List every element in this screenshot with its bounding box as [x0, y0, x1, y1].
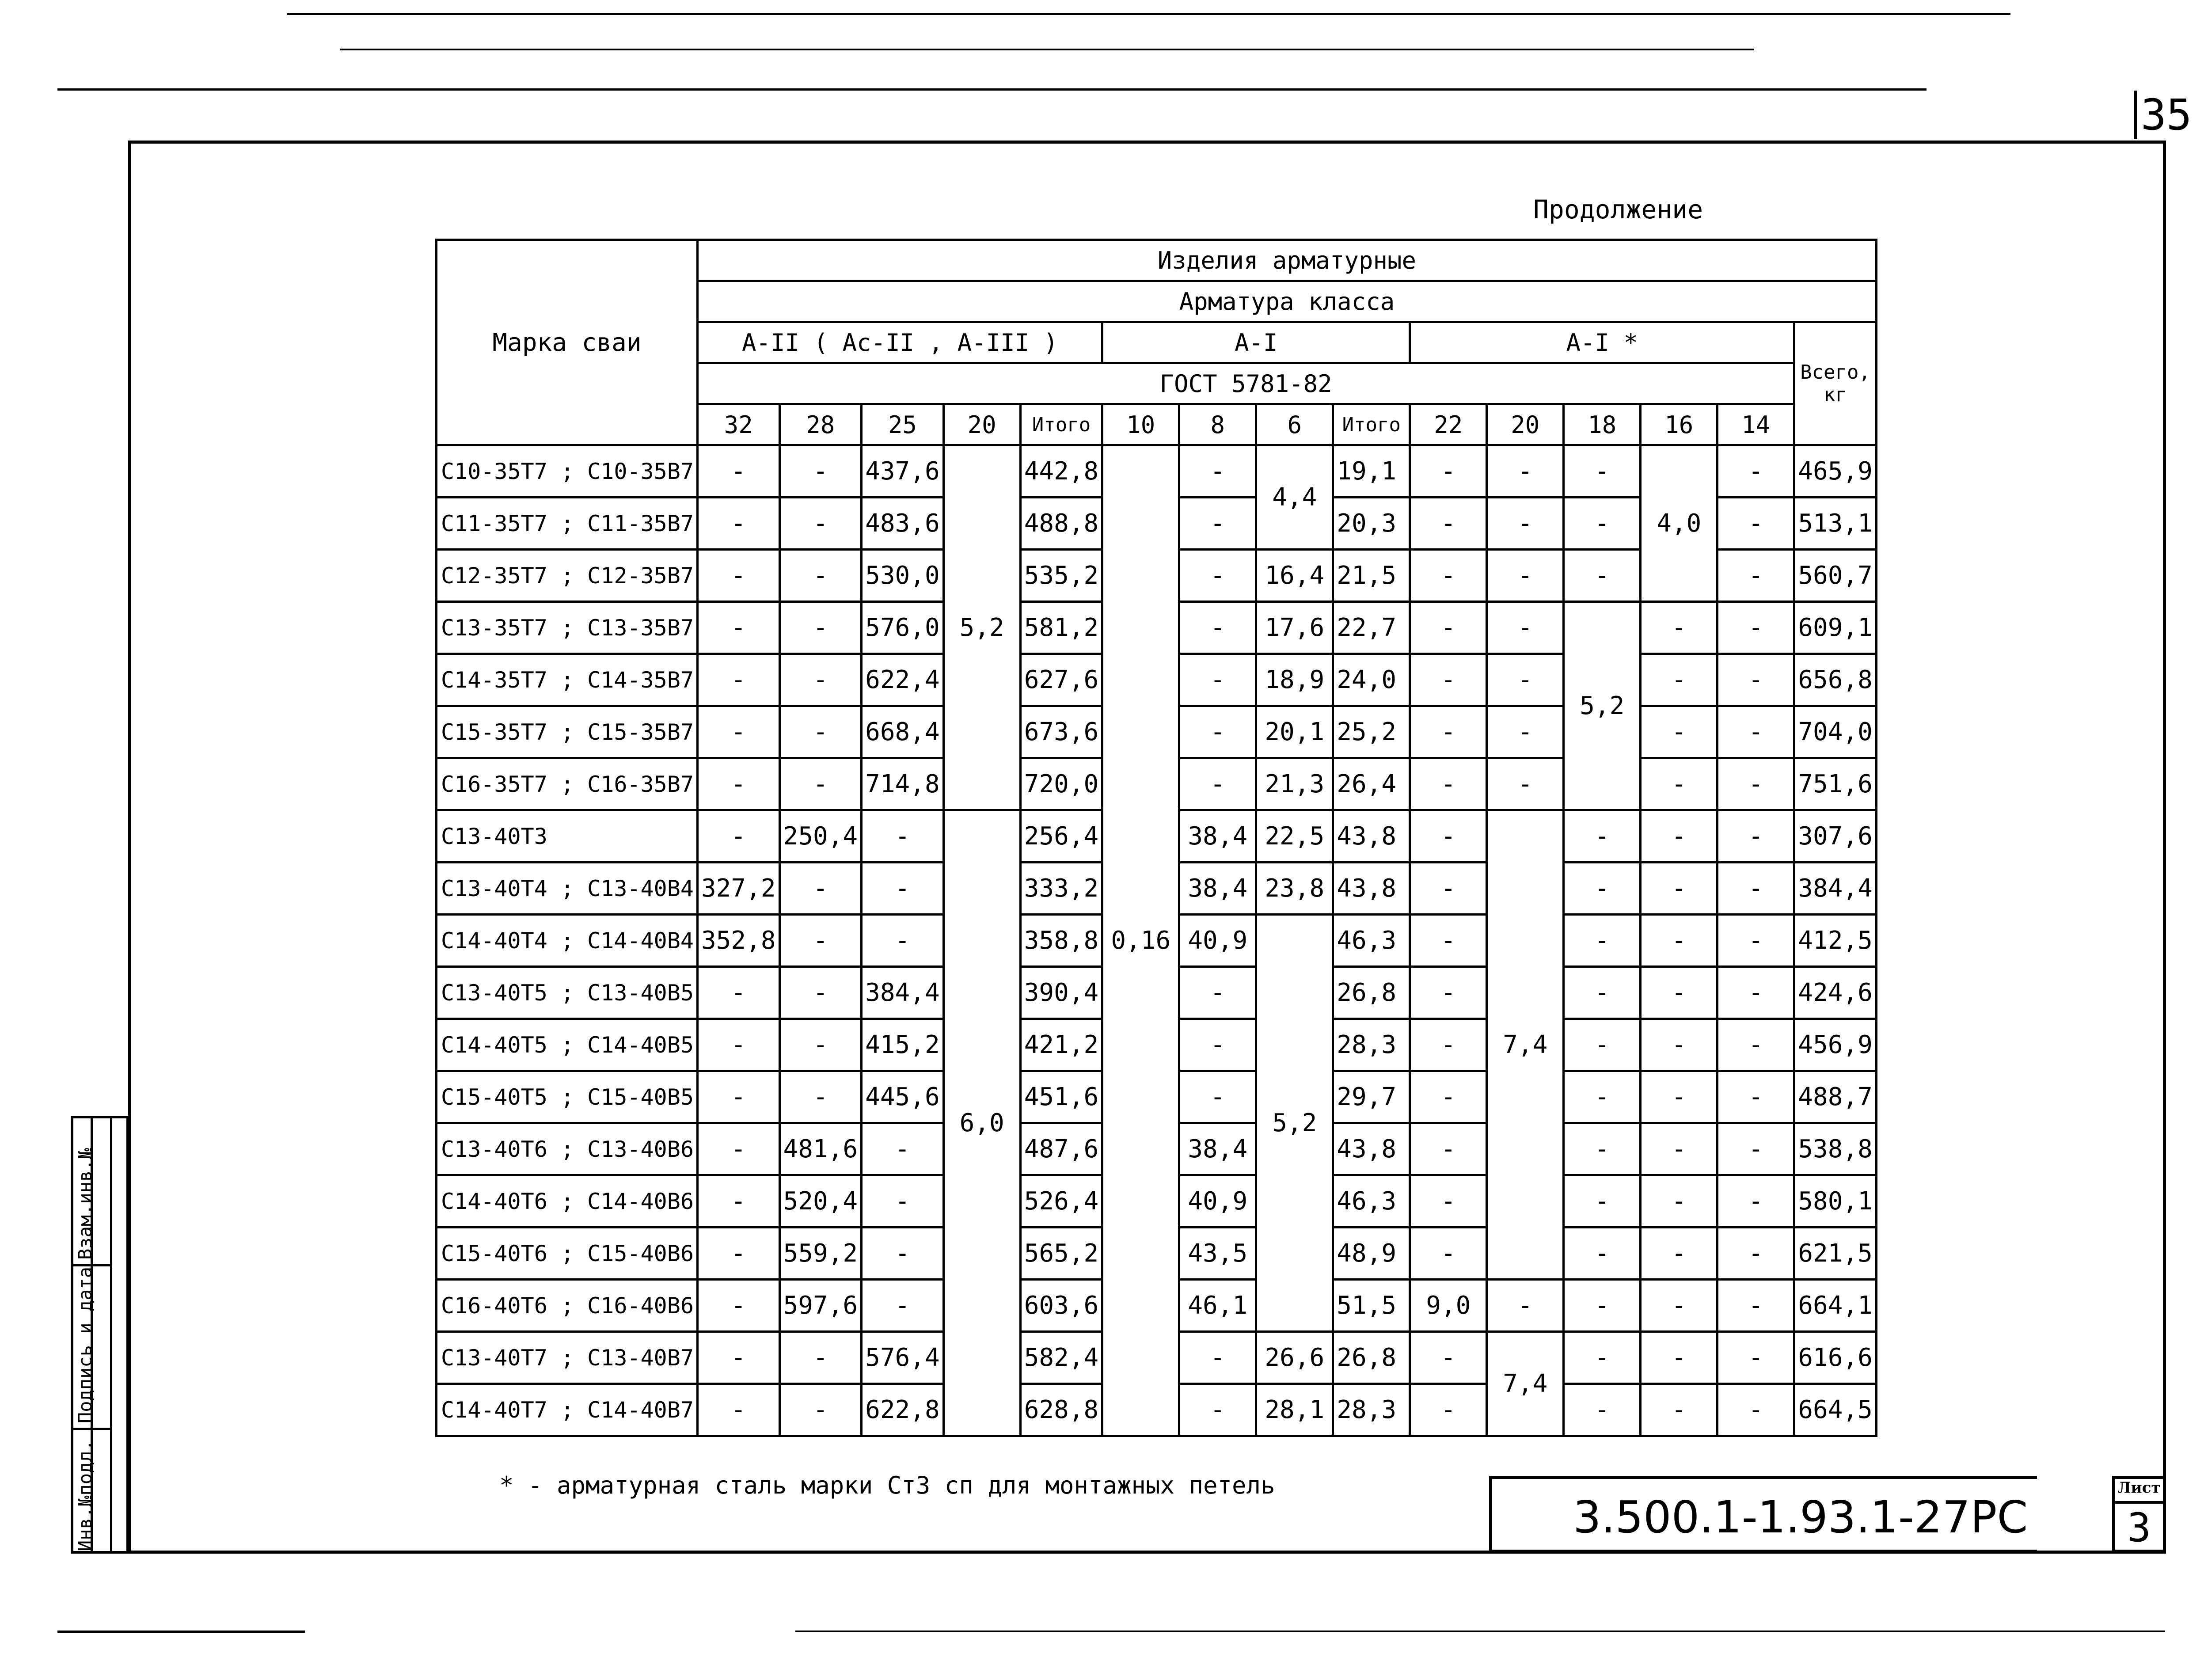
cell-8: - — [1179, 498, 1256, 550]
page-number: 35 — [2134, 91, 2194, 139]
cell-itogo: 358,8 — [1020, 915, 1102, 967]
cell-25: 483,6 — [862, 498, 944, 550]
pile-mark: С14-40Т7 ; С14-40В7 — [437, 1384, 698, 1436]
cell-18: - — [1564, 1332, 1641, 1384]
pile-mark: С12-35Т7 ; С12-35В7 — [437, 550, 698, 602]
pile-mark: С14-40Т4 ; С14-40В4 — [437, 915, 698, 967]
cell-25: 576,0 — [862, 602, 944, 654]
cell-28: - — [779, 654, 862, 706]
document-number: 3.500.1-1.93.1-27РС — [1573, 1491, 2028, 1543]
cell-14: - — [1718, 445, 1794, 498]
cell-18: - — [1564, 445, 1641, 498]
cell-32: - — [697, 1071, 779, 1123]
table-row — [437, 445, 1877, 498]
header-itogo2: Итого — [1333, 404, 1410, 445]
header-d20: 20 — [943, 404, 1020, 445]
cell-14: - — [1718, 1228, 1794, 1280]
cell-16: - — [1641, 967, 1718, 1019]
cell-32: - — [697, 602, 779, 654]
cell-itogo: 333,2 — [1020, 863, 1102, 915]
cell-14: - — [1718, 915, 1794, 967]
cell-20b: - — [1487, 498, 1564, 550]
pile-mark: С13-40Т3 — [437, 810, 698, 863]
cell-itogo2: 28,3 — [1333, 1019, 1410, 1071]
cell-8: - — [1179, 602, 1256, 654]
cell-16: - — [1641, 706, 1718, 758]
cell-32: - — [697, 967, 779, 1019]
cell-itogo2: 26,8 — [1333, 1332, 1410, 1384]
cell-32: - — [697, 550, 779, 602]
header-gost: ГОСТ 5781-82 — [697, 363, 1794, 404]
top-line — [57, 88, 1927, 91]
header-d14: 14 — [1718, 404, 1794, 445]
pile-mark: С13-40Т7 ; С13-40В7 — [437, 1332, 698, 1384]
cell-28: - — [779, 1071, 862, 1123]
cell-total: 456,9 — [1794, 1019, 1877, 1071]
cell-28: - — [779, 1019, 862, 1071]
cell-total: 751,6 — [1794, 758, 1877, 810]
cell-10-merged: 0,16 — [1102, 445, 1179, 1436]
cell-28: 250,4 — [779, 810, 862, 863]
cell-18: - — [1564, 550, 1641, 602]
cell-6: 22,5 — [1256, 810, 1333, 863]
cell-6: 20,1 — [1256, 706, 1333, 758]
header-class-a1: А-I — [1102, 322, 1410, 363]
approval-sidebar — [71, 1116, 129, 1554]
cell-18: - — [1564, 1280, 1641, 1332]
cell-total: 307,6 — [1794, 810, 1877, 863]
sidebar-divider — [73, 1264, 112, 1266]
cell-28: - — [779, 550, 862, 602]
cell-25: 576,4 — [862, 1332, 944, 1384]
cell-22: - — [1410, 915, 1487, 967]
cell-20b: - — [1487, 1280, 1564, 1332]
cell-itogo: 582,4 — [1020, 1332, 1102, 1384]
cell-22: - — [1410, 550, 1487, 602]
cell-itogo2: 43,8 — [1333, 1123, 1410, 1175]
cell-16: - — [1641, 810, 1718, 863]
cell-14: - — [1718, 1280, 1794, 1332]
cell-16: - — [1641, 654, 1718, 706]
cell-itogo2: 19,1 — [1333, 445, 1410, 498]
cell-25: - — [862, 863, 944, 915]
cell-32: - — [697, 654, 779, 706]
cell-32: - — [697, 1332, 779, 1384]
cell-itogo2: 46,3 — [1333, 915, 1410, 967]
cell-25: - — [862, 1175, 944, 1228]
sheet-label: Лист — [2115, 1479, 2163, 1504]
header-rebar-class: Арматура класса — [697, 281, 1876, 322]
cell-itogo: 628,8 — [1020, 1384, 1102, 1436]
pile-mark: С16-35Т7 ; С16-35В7 — [437, 758, 698, 810]
cell-28: - — [779, 915, 862, 967]
cell-18: - — [1564, 915, 1641, 967]
sheet-number: 3 — [2127, 1505, 2151, 1551]
sheet-box — [2112, 1476, 2166, 1553]
cell-20b: - — [1487, 654, 1564, 706]
cell-14: - — [1718, 1019, 1794, 1071]
cell-16: - — [1641, 1123, 1718, 1175]
pile-mark: С13-40Т5 ; С13-40В5 — [437, 967, 698, 1019]
cell-14: - — [1718, 1123, 1794, 1175]
pile-mark: С13-35Т7 ; С13-35В7 — [437, 602, 698, 654]
cell-14: - — [1718, 1071, 1794, 1123]
cell-22: - — [1410, 1123, 1487, 1175]
cell-8: 38,4 — [1179, 810, 1256, 863]
header-d18: 18 — [1564, 404, 1641, 445]
cell-18: - — [1564, 1123, 1641, 1175]
cell-itogo: 526,4 — [1020, 1175, 1102, 1228]
cell-25: 437,6 — [862, 445, 944, 498]
cell-22: - — [1410, 1228, 1487, 1280]
cell-8: 43,5 — [1179, 1228, 1256, 1280]
cell-22: - — [1410, 1384, 1487, 1436]
cell-8: - — [1179, 1019, 1256, 1071]
header-d22: 22 — [1410, 404, 1487, 445]
cell-18-merged: 5,2 — [1564, 602, 1641, 810]
cell-14: - — [1718, 1332, 1794, 1384]
cell-28: - — [779, 445, 862, 498]
cell-6: 16,4 — [1256, 550, 1333, 602]
cell-32: - — [697, 1228, 779, 1280]
cell-total: 560,7 — [1794, 550, 1877, 602]
cell-itogo: 720,0 — [1020, 758, 1102, 810]
cell-itogo: 673,6 — [1020, 706, 1102, 758]
cell-itogo2: 24,0 — [1333, 654, 1410, 706]
cell-16-merged: 4,0 — [1641, 445, 1718, 602]
cell-32: - — [697, 1280, 779, 1332]
cell-25: - — [862, 1228, 944, 1280]
cell-32: 327,2 — [697, 863, 779, 915]
cell-20b-merged: 7,4 — [1487, 1332, 1564, 1436]
cell-18: - — [1564, 1228, 1641, 1280]
cell-25: - — [862, 810, 944, 863]
cell-14: - — [1718, 967, 1794, 1019]
pile-mark: С14-40Т5 ; С14-40В5 — [437, 1019, 698, 1071]
cell-22: - — [1410, 498, 1487, 550]
cell-8: - — [1179, 758, 1256, 810]
cell-20b: - — [1487, 758, 1564, 810]
cell-14: - — [1718, 758, 1794, 810]
cell-32: - — [697, 445, 779, 498]
cell-16: - — [1641, 1175, 1718, 1228]
cell-18: - — [1564, 1071, 1641, 1123]
cell-itogo2: 43,8 — [1333, 863, 1410, 915]
cell-itogo: 535,2 — [1020, 550, 1102, 602]
cell-20b: - — [1487, 706, 1564, 758]
cell-14: - — [1718, 810, 1794, 863]
cell-32: - — [697, 1384, 779, 1436]
cell-total: 704,0 — [1794, 706, 1877, 758]
continuation-label: Продолжение — [1533, 194, 1703, 224]
cell-14: - — [1718, 706, 1794, 758]
cell-6: 21,3 — [1256, 758, 1333, 810]
cell-total: 656,8 — [1794, 654, 1877, 706]
cell-8: 38,4 — [1179, 863, 1256, 915]
header-products: Изделия арматурные — [697, 240, 1876, 281]
header-d6: 6 — [1256, 404, 1333, 445]
bottom-line — [795, 1631, 2165, 1632]
cell-itogo2: 28,3 — [1333, 1384, 1410, 1436]
cell-25: 530,0 — [862, 550, 944, 602]
cell-28: - — [779, 602, 862, 654]
cell-16: - — [1641, 1332, 1718, 1384]
cell-total: 609,1 — [1794, 602, 1877, 654]
cell-itogo: 487,6 — [1020, 1123, 1102, 1175]
cell-6: 23,8 — [1256, 863, 1333, 915]
cell-25: 445,6 — [862, 1071, 944, 1123]
cell-25: 622,4 — [862, 654, 944, 706]
pile-mark: С15-40Т5 ; С15-40В5 — [437, 1071, 698, 1123]
cell-8: - — [1179, 1332, 1256, 1384]
cell-8: - — [1179, 445, 1256, 498]
cell-18: - — [1564, 498, 1641, 550]
cell-itogo: 390,4 — [1020, 967, 1102, 1019]
header-total: Всего, кг — [1794, 322, 1877, 445]
cell-25: - — [862, 1123, 944, 1175]
cell-32: - — [697, 758, 779, 810]
cell-itogo2: 21,5 — [1333, 550, 1410, 602]
cell-itogo2: 26,8 — [1333, 967, 1410, 1019]
cell-16: - — [1641, 758, 1718, 810]
header-d10: 10 — [1102, 404, 1179, 445]
cell-total: 616,6 — [1794, 1332, 1877, 1384]
cell-22: - — [1410, 1332, 1487, 1384]
cell-6-merged: 4,4 — [1256, 445, 1333, 550]
cell-25: - — [862, 915, 944, 967]
cell-25: 415,2 — [862, 1019, 944, 1071]
cell-6: 26,6 — [1256, 1332, 1333, 1384]
cell-22: - — [1410, 758, 1487, 810]
cell-18: - — [1564, 1019, 1641, 1071]
cell-total: 424,6 — [1794, 967, 1877, 1019]
cell-22: - — [1410, 1175, 1487, 1228]
cell-16: - — [1641, 1019, 1718, 1071]
rebar-spec-table — [435, 239, 1877, 1437]
cell-28: - — [779, 1384, 862, 1436]
cell-28: 481,6 — [779, 1123, 862, 1175]
cell-32: - — [697, 1175, 779, 1228]
cell-16: - — [1641, 915, 1718, 967]
cell-20b-merged: 7,4 — [1487, 810, 1564, 1280]
cell-28: - — [779, 967, 862, 1019]
cell-total: 513,1 — [1794, 498, 1877, 550]
sidebar-label-replace: Взам.инв.№ — [74, 1148, 96, 1260]
header-d32: 32 — [697, 404, 779, 445]
cell-22: - — [1410, 706, 1487, 758]
cell-itogo2: 46,3 — [1333, 1175, 1410, 1228]
cell-itogo: 451,6 — [1020, 1071, 1102, 1123]
header-d8: 8 — [1179, 404, 1256, 445]
cell-16: - — [1641, 1071, 1718, 1123]
cell-18: - — [1564, 863, 1641, 915]
cell-22: 9,0 — [1410, 1280, 1487, 1332]
cell-itogo2: 43,8 — [1333, 810, 1410, 863]
sidebar-divider — [73, 1428, 112, 1430]
pile-mark: С15-40Т6 ; С15-40В6 — [437, 1228, 698, 1280]
cell-total: 488,7 — [1794, 1071, 1877, 1123]
cell-8: 40,9 — [1179, 915, 1256, 967]
cell-20-merged: 6,0 — [943, 810, 1020, 1436]
cell-32: - — [697, 706, 779, 758]
cell-32: - — [697, 498, 779, 550]
cell-total: 664,1 — [1794, 1280, 1877, 1332]
cell-6: 28,1 — [1256, 1384, 1333, 1436]
header-class-a1s: А-I * — [1410, 322, 1794, 363]
top-line — [340, 49, 1754, 50]
cell-16: - — [1641, 863, 1718, 915]
cell-6: 18,9 — [1256, 654, 1333, 706]
cell-8: - — [1179, 550, 1256, 602]
cell-16: - — [1641, 1280, 1718, 1332]
cell-22: - — [1410, 445, 1487, 498]
cell-itogo2: 29,7 — [1333, 1071, 1410, 1123]
cell-14: - — [1718, 498, 1794, 550]
cell-28: - — [779, 1332, 862, 1384]
cell-22: - — [1410, 1019, 1487, 1071]
cell-8: 40,9 — [1179, 1175, 1256, 1228]
cell-itogo: 421,2 — [1020, 1019, 1102, 1071]
cell-32: - — [697, 1123, 779, 1175]
cell-14: - — [1718, 1384, 1794, 1436]
pile-mark: С15-35Т7 ; С15-35В7 — [437, 706, 698, 758]
cell-16: - — [1641, 1228, 1718, 1280]
cell-itogo2: 20,3 — [1333, 498, 1410, 550]
cell-32: - — [697, 810, 779, 863]
sidebar-label-sign: Подпись и дата — [74, 1266, 96, 1423]
cell-22: - — [1410, 1071, 1487, 1123]
cell-22: - — [1410, 810, 1487, 863]
cell-total: 664,5 — [1794, 1384, 1877, 1436]
cell-8: - — [1179, 1071, 1256, 1123]
cell-total: 412,5 — [1794, 915, 1877, 967]
cell-28: 559,2 — [779, 1228, 862, 1280]
cell-28: - — [779, 863, 862, 915]
cell-total: 580,1 — [1794, 1175, 1877, 1228]
cell-28: 597,6 — [779, 1280, 862, 1332]
cell-28: - — [779, 706, 862, 758]
cell-total: 621,5 — [1794, 1228, 1877, 1280]
cell-25: - — [862, 1280, 944, 1332]
bottom-line — [57, 1631, 305, 1633]
cell-28: - — [779, 498, 862, 550]
cell-8: 38,4 — [1179, 1123, 1256, 1175]
pile-mark: С16-40Т6 ; С16-40В6 — [437, 1280, 698, 1332]
cell-itogo: 565,2 — [1020, 1228, 1102, 1280]
cell-itogo2: 26,4 — [1333, 758, 1410, 810]
cell-itogo: 627,6 — [1020, 654, 1102, 706]
header-d25: 25 — [862, 404, 944, 445]
cell-20-merged: 5,2 — [943, 445, 1020, 810]
sidebar-label-inv: Инв.№подл. — [74, 1440, 96, 1551]
cell-8: - — [1179, 1384, 1256, 1436]
cell-total: 538,8 — [1794, 1123, 1877, 1175]
cell-8: 46,1 — [1179, 1280, 1256, 1332]
cell-20b: - — [1487, 550, 1564, 602]
cell-20b: - — [1487, 602, 1564, 654]
cell-6-merged: 5,2 — [1256, 915, 1333, 1332]
cell-22: - — [1410, 863, 1487, 915]
cell-18: - — [1564, 810, 1641, 863]
cell-22: - — [1410, 654, 1487, 706]
cell-8: - — [1179, 967, 1256, 1019]
header-d28: 28 — [779, 404, 862, 445]
cell-itogo2: 51,5 — [1333, 1280, 1410, 1332]
cell-22: - — [1410, 602, 1487, 654]
header-class-a2: А-II ( Ас-II , А-III ) — [697, 322, 1102, 363]
cell-18: - — [1564, 1175, 1641, 1228]
cell-14: - — [1718, 602, 1794, 654]
cell-itogo2: 48,9 — [1333, 1228, 1410, 1280]
footnote: * - арматурная сталь марки Ст3 сп для монтажных петель — [499, 1471, 1275, 1499]
cell-total: 465,9 — [1794, 445, 1877, 498]
cell-14: - — [1718, 654, 1794, 706]
cell-itogo: 488,8 — [1020, 498, 1102, 550]
header-mark: Марка сваи — [437, 240, 698, 445]
pile-mark: С13-40Т4 ; С13-40В4 — [437, 863, 698, 915]
cell-total: 384,4 — [1794, 863, 1877, 915]
pile-mark: С14-40Т6 ; С14-40В6 — [437, 1175, 698, 1228]
cell-25: 384,4 — [862, 967, 944, 1019]
cell-22: - — [1410, 967, 1487, 1019]
cell-8: - — [1179, 654, 1256, 706]
cell-6: 17,6 — [1256, 602, 1333, 654]
cell-32: 352,8 — [697, 915, 779, 967]
pile-mark: С14-35Т7 ; С14-35В7 — [437, 654, 698, 706]
cell-28: - — [779, 758, 862, 810]
cell-14: - — [1718, 550, 1794, 602]
cell-14: - — [1718, 1175, 1794, 1228]
cell-18: - — [1564, 1384, 1641, 1436]
header-itogo: Итого — [1020, 404, 1102, 445]
cell-itogo: 256,4 — [1020, 810, 1102, 863]
cell-16: - — [1641, 602, 1718, 654]
cell-14: - — [1718, 863, 1794, 915]
header-d16: 16 — [1641, 404, 1718, 445]
cell-itogo2: 25,2 — [1333, 706, 1410, 758]
cell-32: - — [697, 1019, 779, 1071]
pile-mark: С11-35Т7 ; С11-35В7 — [437, 498, 698, 550]
cell-28: 520,4 — [779, 1175, 862, 1228]
cell-18: - — [1564, 967, 1641, 1019]
cell-itogo: 603,6 — [1020, 1280, 1102, 1332]
top-line — [287, 13, 2010, 15]
cell-25: 622,8 — [862, 1384, 944, 1436]
cell-itogo: 442,8 — [1020, 445, 1102, 498]
cell-25: 668,4 — [862, 706, 944, 758]
cell-25: 714,8 — [862, 758, 944, 810]
pile-mark: С10-35Т7 ; С10-35В7 — [437, 445, 698, 498]
header-d20b: 20 — [1487, 404, 1564, 445]
cell-itogo: 581,2 — [1020, 602, 1102, 654]
cell-8: - — [1179, 706, 1256, 758]
cell-20b: - — [1487, 445, 1564, 498]
cell-itogo2: 22,7 — [1333, 602, 1410, 654]
pile-mark: С13-40Т6 ; С13-40В6 — [437, 1123, 698, 1175]
cell-16: - — [1641, 1384, 1718, 1436]
